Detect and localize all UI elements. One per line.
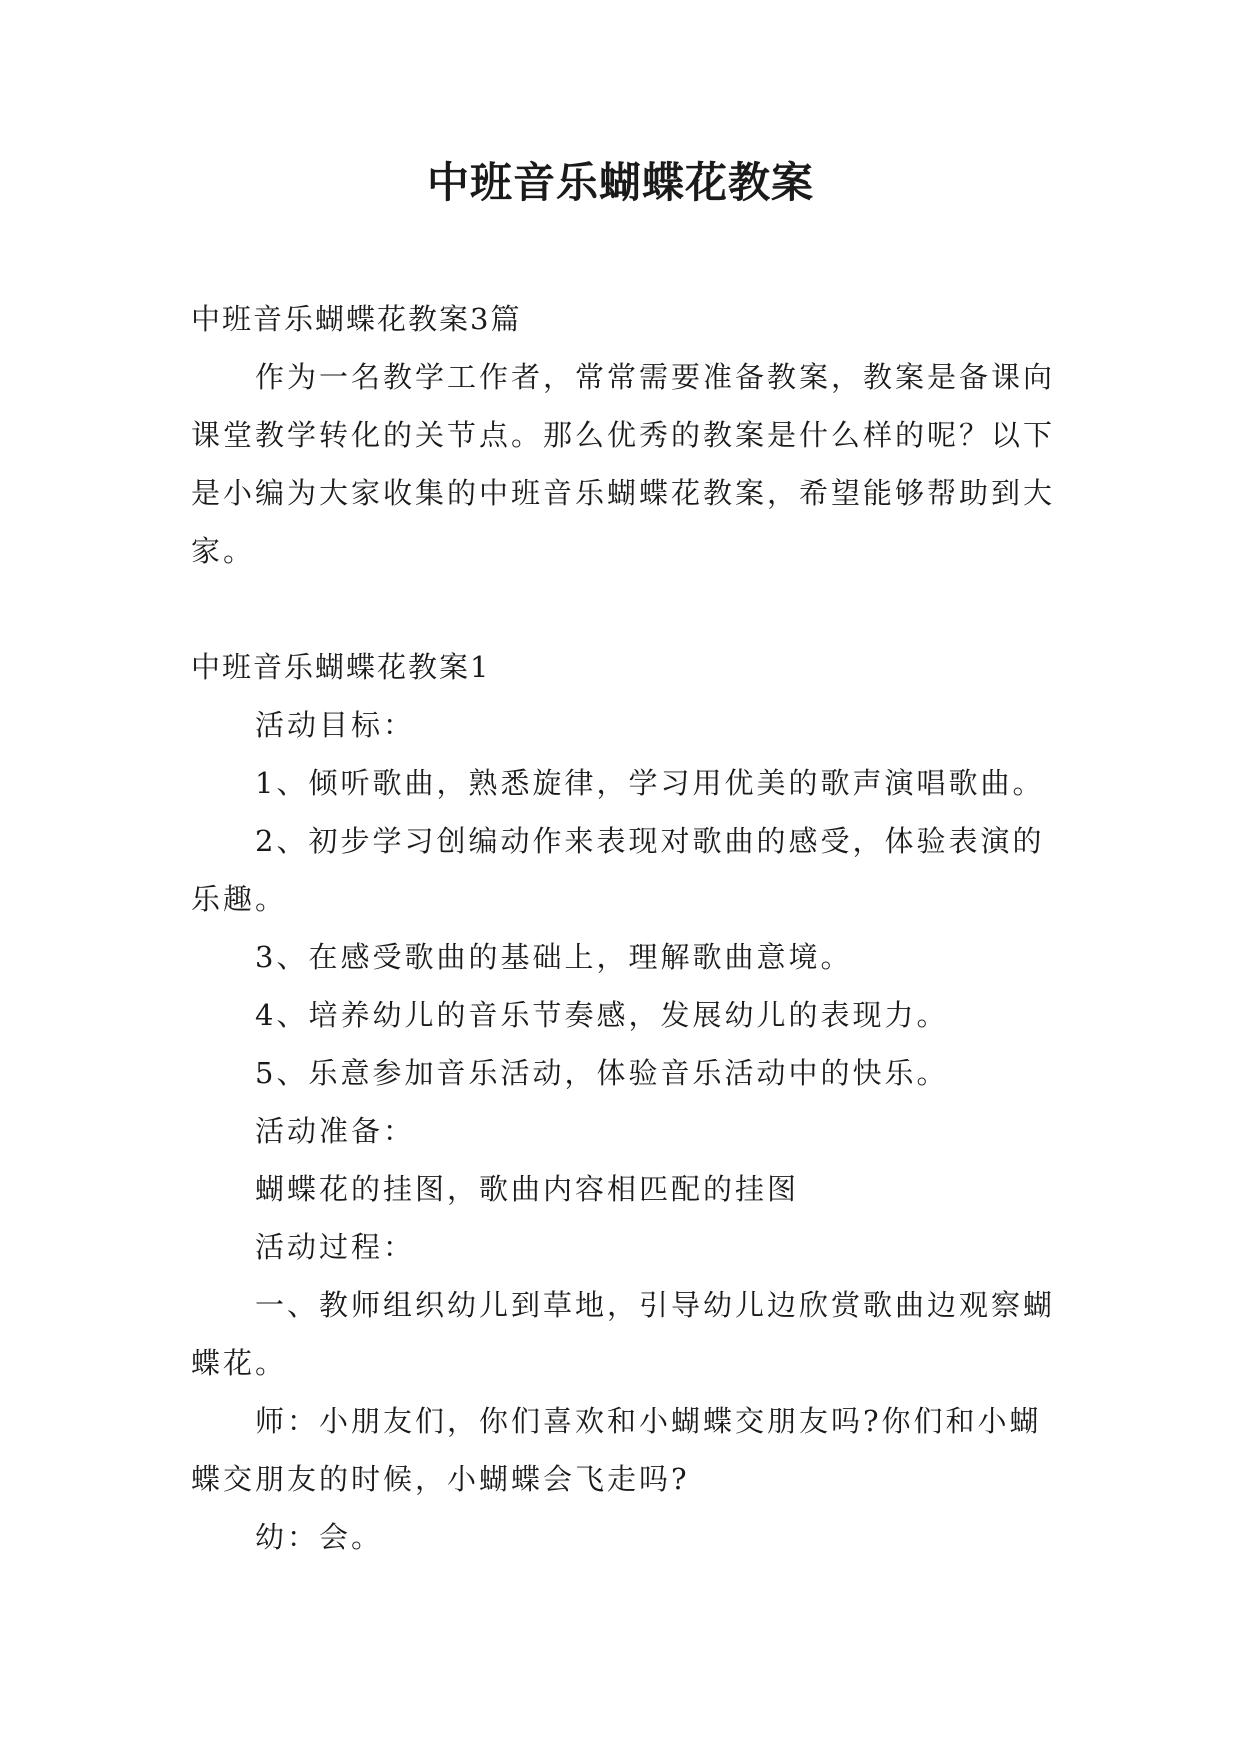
paragraph-process-1: 一、教师组织幼儿到草地，引导幼儿边欣赏歌曲边观察蝴蝶花。 (191, 1288, 1056, 1380)
paragraph-goals-heading: 活动目标： (255, 708, 416, 742)
paragraph-prep: 蝴蝶花的挂图，歌曲内容相匹配的挂图 (255, 1172, 800, 1206)
paragraph-goal-4: 4、培养幼儿的音乐节奏感，发展幼儿的表现力。 (255, 998, 949, 1032)
paragraph-process-heading: 活动过程： (255, 1230, 416, 1264)
paragraph-goal-5: 5、乐意参加音乐活动，体验音乐活动中的快乐。 (255, 1056, 949, 1090)
paragraph-intro: 作为一名教学工作者，常常需要准备教案，教案是备课向课堂教学转化的关节点。那么优秀的教案是什么样的呢？以下是小编为大家收集的中班音乐蝴蝶花教案，希望能够帮助到大家。 (191, 360, 1056, 568)
document-title: 中班音乐蝴蝶花教案 (426, 158, 814, 207)
paragraph-goal-1: 1、倾听歌曲，熟悉旋律，学习用优美的歌声演唱歌曲。 (255, 766, 1045, 800)
paragraph-subtitle: 中班音乐蝴蝶花教案3篇 (191, 302, 522, 336)
paragraph-goal-2: 2、初步学习创编动作来表现对歌曲的感受，体验表演的乐趣。 (191, 824, 1045, 916)
paragraph-prep-heading: 活动准备： (255, 1114, 416, 1148)
section-heading: 中班音乐蝴蝶花教案1 (191, 650, 491, 684)
paragraph-dialogue-teacher: 师：小朋友们，你们喜欢和小蝴蝶交朋友吗?你们和小蝴蝶交朋友的时候，小蝴蝶会飞走吗? (191, 1404, 1042, 1496)
paragraph-dialogue-child: 幼：会。 (255, 1520, 384, 1554)
document-body (191, 290, 1061, 1566)
paragraph-spacer (191, 580, 1061, 638)
paragraph-goal-3: 3、在感受歌曲的基础上，理解歌曲意境。 (255, 940, 853, 974)
